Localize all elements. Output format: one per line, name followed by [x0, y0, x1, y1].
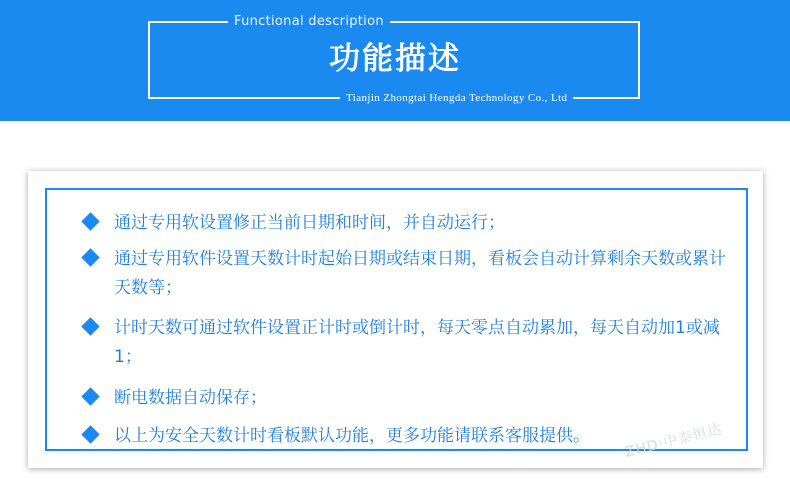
diamond-bullet-icon: [81, 425, 99, 443]
diamond-bullet-icon: [81, 248, 99, 266]
feature-item: [82, 209, 742, 238]
watermark: ZHD·中泰恒达: [623, 421, 725, 461]
feature-text: 以上为安全天数计时看板默认功能，更多功能请联系客服提供。: [114, 426, 590, 446]
company-name: Tianjin Zhongtai Hengda Technology Co., Ltd: [340, 89, 573, 107]
diamond-bullet-icon: [81, 387, 99, 405]
feature-item: [82, 384, 742, 413]
feature-list: [82, 209, 742, 451]
page-title: 功能描述: [329, 41, 461, 77]
diamond-bullet-icon: [81, 317, 99, 335]
feature-item: [82, 314, 742, 372]
feature-item: [82, 245, 742, 303]
functional-description-label: Functional description: [228, 13, 390, 31]
header-banner: [0, 0, 790, 121]
feature-card: [28, 171, 763, 468]
feature-text: 通过专用软件设置天数计时起始日期或结束日期，看板会自动计算剩余天数或累计天数等；: [114, 249, 726, 298]
feature-text: 断电数据自动保存；: [114, 388, 267, 408]
feature-text: 计时天数可通过软件设置正计时或倒计时，每天零点自动累加，每天自动加1或减1；: [114, 318, 720, 367]
feature-text: 通过专用软设置修正当前日期和时间，并自动运行；: [114, 213, 505, 233]
diamond-bullet-icon: [81, 212, 99, 230]
